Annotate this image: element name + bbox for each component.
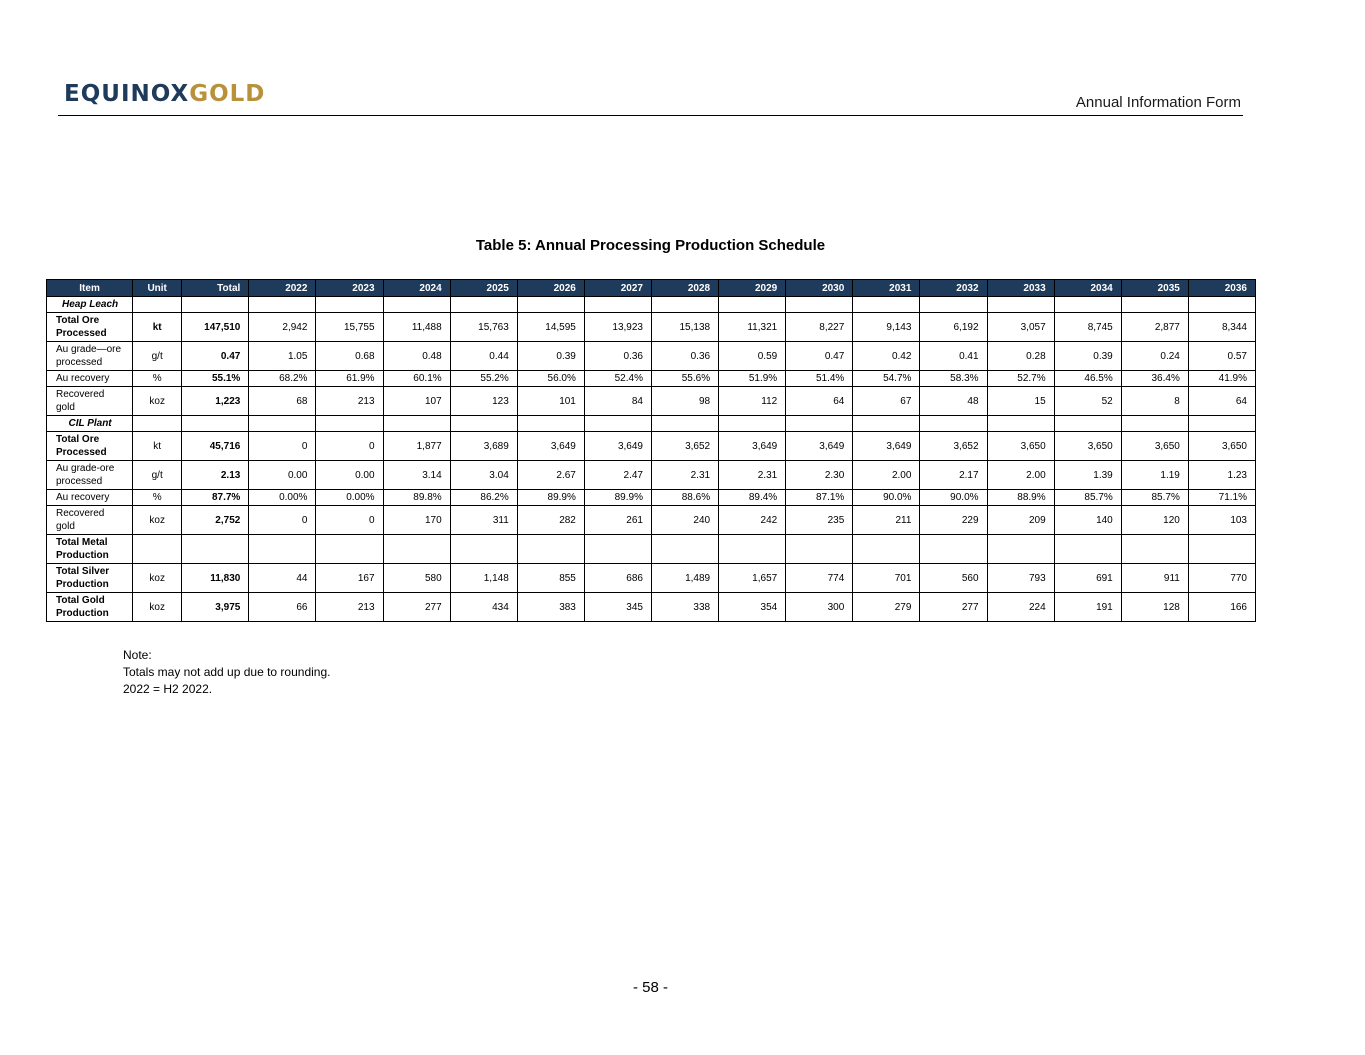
empty-cell bbox=[786, 297, 853, 313]
year-value-cell: 3,650 bbox=[1188, 432, 1255, 461]
note-line: 2022 = H2 2022. bbox=[123, 682, 213, 696]
year-value-cell bbox=[316, 535, 383, 564]
year-value-cell: 383 bbox=[517, 593, 584, 622]
table-row bbox=[47, 564, 1256, 593]
empty-cell bbox=[450, 416, 517, 432]
year-value-cell: 311 bbox=[450, 506, 517, 535]
year-value-cell bbox=[1121, 535, 1188, 564]
year-value-cell: 0.00% bbox=[249, 490, 316, 506]
year-value-cell: 87.1% bbox=[786, 490, 853, 506]
empty-cell bbox=[920, 297, 987, 313]
year-value-cell: 0.39 bbox=[1054, 342, 1121, 371]
year-value-cell: 2.00 bbox=[853, 461, 920, 490]
row-item-label: Au grade—ore processed bbox=[47, 342, 133, 371]
column-header: 2026 bbox=[517, 280, 584, 297]
year-value-cell: 2,942 bbox=[249, 313, 316, 342]
row-total: 2.13 bbox=[182, 461, 249, 490]
empty-cell bbox=[249, 416, 316, 432]
year-value-cell: 1,489 bbox=[651, 564, 718, 593]
table-row bbox=[47, 432, 1256, 461]
year-value-cell bbox=[517, 535, 584, 564]
row-total: 87.7% bbox=[182, 490, 249, 506]
table-row bbox=[47, 313, 1256, 342]
year-value-cell bbox=[786, 535, 853, 564]
year-value-cell bbox=[249, 535, 316, 564]
table-notes bbox=[123, 647, 330, 698]
year-value-cell bbox=[383, 535, 450, 564]
year-value-cell: 686 bbox=[584, 564, 651, 593]
year-value-cell: 3,689 bbox=[450, 432, 517, 461]
empty-cell bbox=[249, 297, 316, 313]
empty-cell bbox=[786, 416, 853, 432]
year-value-cell: 3,650 bbox=[987, 432, 1054, 461]
row-unit: koz bbox=[133, 564, 182, 593]
year-value-cell: 0.59 bbox=[719, 342, 786, 371]
column-header: Item bbox=[47, 280, 133, 297]
year-value-cell: 1.39 bbox=[1054, 461, 1121, 490]
empty-cell bbox=[383, 297, 450, 313]
section-row bbox=[47, 297, 1256, 313]
column-header: 2025 bbox=[450, 280, 517, 297]
empty-cell bbox=[719, 416, 786, 432]
year-value-cell: 300 bbox=[786, 593, 853, 622]
year-value-cell: 0.00% bbox=[316, 490, 383, 506]
year-value-cell: 71.1% bbox=[1188, 490, 1255, 506]
empty-cell bbox=[1121, 297, 1188, 313]
empty-cell bbox=[383, 416, 450, 432]
row-unit: % bbox=[133, 490, 182, 506]
year-value-cell: 66 bbox=[249, 593, 316, 622]
row-total: 45,716 bbox=[182, 432, 249, 461]
year-value-cell: 51.9% bbox=[719, 371, 786, 387]
year-value-cell: 89.9% bbox=[584, 490, 651, 506]
empty-cell bbox=[1054, 297, 1121, 313]
year-value-cell: 0 bbox=[316, 432, 383, 461]
table-row bbox=[47, 490, 1256, 506]
year-value-cell: 167 bbox=[316, 564, 383, 593]
year-value-cell: 68.2% bbox=[249, 371, 316, 387]
empty-cell bbox=[651, 416, 718, 432]
row-total: 1,223 bbox=[182, 387, 249, 416]
empty-cell bbox=[517, 297, 584, 313]
note-line: Totals may not add up due to rounding. bbox=[123, 665, 331, 679]
year-value-cell: 112 bbox=[719, 387, 786, 416]
year-value-cell: 55.6% bbox=[651, 371, 718, 387]
year-value-cell: 0.00 bbox=[316, 461, 383, 490]
year-value-cell: 229 bbox=[920, 506, 987, 535]
year-value-cell: 1,657 bbox=[719, 564, 786, 593]
year-value-cell: 60.1% bbox=[383, 371, 450, 387]
year-value-cell: 0.28 bbox=[987, 342, 1054, 371]
year-value-cell: 1.19 bbox=[1121, 461, 1188, 490]
logo-part-a: EQUINOX bbox=[64, 81, 190, 107]
year-value-cell: 6,192 bbox=[920, 313, 987, 342]
empty-cell bbox=[1188, 297, 1255, 313]
table-row bbox=[47, 535, 1256, 564]
year-value-cell: 3,649 bbox=[853, 432, 920, 461]
empty-cell bbox=[1188, 416, 1255, 432]
year-value-cell: 0 bbox=[249, 432, 316, 461]
empty-cell bbox=[133, 416, 182, 432]
column-header: 2035 bbox=[1121, 280, 1188, 297]
year-value-cell: 15,763 bbox=[450, 313, 517, 342]
year-value-cell: 52 bbox=[1054, 387, 1121, 416]
row-item-label: Total Silver Production bbox=[47, 564, 133, 593]
year-value-cell: 89.8% bbox=[383, 490, 450, 506]
year-value-cell: 140 bbox=[1054, 506, 1121, 535]
year-value-cell: 3,652 bbox=[651, 432, 718, 461]
page-number: - 58 - bbox=[632, 979, 668, 996]
column-header: 2024 bbox=[383, 280, 450, 297]
year-value-cell: 0.44 bbox=[450, 342, 517, 371]
year-value-cell: 9,143 bbox=[853, 313, 920, 342]
year-value-cell: 2.67 bbox=[517, 461, 584, 490]
company-logo bbox=[64, 80, 265, 108]
row-item-label: Recovered gold bbox=[47, 506, 133, 535]
year-value-cell: 0.24 bbox=[1121, 342, 1188, 371]
row-total: 147,510 bbox=[182, 313, 249, 342]
year-value-cell: 2,877 bbox=[1121, 313, 1188, 342]
year-value-cell: 2.31 bbox=[719, 461, 786, 490]
year-value-cell: 15,138 bbox=[651, 313, 718, 342]
year-value-cell: 52.4% bbox=[584, 371, 651, 387]
year-value-cell bbox=[651, 535, 718, 564]
year-value-cell: 855 bbox=[517, 564, 584, 593]
column-header: 2033 bbox=[987, 280, 1054, 297]
year-value-cell bbox=[1054, 535, 1121, 564]
year-value-cell: 3,649 bbox=[719, 432, 786, 461]
year-value-cell: 15,755 bbox=[316, 313, 383, 342]
year-value-cell: 85.7% bbox=[1121, 490, 1188, 506]
year-value-cell: 279 bbox=[853, 593, 920, 622]
year-value-cell: 3,649 bbox=[517, 432, 584, 461]
row-item-label: Au recovery bbox=[47, 490, 133, 506]
row-total: 55.1% bbox=[182, 371, 249, 387]
year-value-cell bbox=[450, 535, 517, 564]
row-unit: g/t bbox=[133, 461, 182, 490]
row-item-label: Total Ore Processed bbox=[47, 313, 133, 342]
empty-cell bbox=[853, 297, 920, 313]
year-value-cell: 8,227 bbox=[786, 313, 853, 342]
column-header: 2027 bbox=[584, 280, 651, 297]
year-value-cell: 13,923 bbox=[584, 313, 651, 342]
year-value-cell: 88.6% bbox=[651, 490, 718, 506]
column-header: 2023 bbox=[316, 280, 383, 297]
year-value-cell: 58.3% bbox=[920, 371, 987, 387]
year-value-cell: 261 bbox=[584, 506, 651, 535]
row-total bbox=[182, 535, 249, 564]
table-row bbox=[47, 593, 1256, 622]
year-value-cell: 11,488 bbox=[383, 313, 450, 342]
year-value-cell: 8,344 bbox=[1188, 313, 1255, 342]
year-value-cell: 68 bbox=[249, 387, 316, 416]
table-row bbox=[47, 342, 1256, 371]
year-value-cell: 1,148 bbox=[450, 564, 517, 593]
year-value-cell: 793 bbox=[987, 564, 1054, 593]
note-heading: Note: bbox=[123, 648, 152, 662]
table-body bbox=[47, 297, 1256, 622]
empty-cell bbox=[584, 297, 651, 313]
year-value-cell: 90.0% bbox=[853, 490, 920, 506]
year-value-cell: 84 bbox=[584, 387, 651, 416]
document-title: Annual Information Form bbox=[1075, 94, 1241, 111]
empty-cell bbox=[450, 297, 517, 313]
row-unit: koz bbox=[133, 506, 182, 535]
column-header: 2034 bbox=[1054, 280, 1121, 297]
row-unit bbox=[133, 535, 182, 564]
year-value-cell: 89.4% bbox=[719, 490, 786, 506]
year-value-cell: 213 bbox=[316, 387, 383, 416]
year-value-cell: 0.47 bbox=[786, 342, 853, 371]
year-value-cell bbox=[987, 535, 1054, 564]
year-value-cell: 0 bbox=[249, 506, 316, 535]
year-value-cell bbox=[920, 535, 987, 564]
year-value-cell: 354 bbox=[719, 593, 786, 622]
table-title: Table 5: Annual Processing Production Schedule bbox=[475, 237, 826, 254]
year-value-cell: 41.9% bbox=[1188, 371, 1255, 387]
row-unit: koz bbox=[133, 593, 182, 622]
year-value-cell: 0.57 bbox=[1188, 342, 1255, 371]
year-value-cell: 55.2% bbox=[450, 371, 517, 387]
header-divider bbox=[58, 115, 1243, 116]
year-value-cell: 282 bbox=[517, 506, 584, 535]
year-value-cell: 51.4% bbox=[786, 371, 853, 387]
year-value-cell: 128 bbox=[1121, 593, 1188, 622]
year-value-cell: 1,877 bbox=[383, 432, 450, 461]
year-value-cell: 345 bbox=[584, 593, 651, 622]
year-value-cell: 0.36 bbox=[651, 342, 718, 371]
year-value-cell: 2.00 bbox=[987, 461, 1054, 490]
row-item-label: Recovered gold bbox=[47, 387, 133, 416]
year-value-cell: 86.2% bbox=[450, 490, 517, 506]
year-value-cell: 85.7% bbox=[1054, 490, 1121, 506]
column-header: 2032 bbox=[920, 280, 987, 297]
year-value-cell: 107 bbox=[383, 387, 450, 416]
row-total: 0.47 bbox=[182, 342, 249, 371]
year-value-cell: 14,595 bbox=[517, 313, 584, 342]
column-header: 2030 bbox=[786, 280, 853, 297]
year-value-cell: 3,650 bbox=[1121, 432, 1188, 461]
column-header: 2029 bbox=[719, 280, 786, 297]
column-header: Unit bbox=[133, 280, 182, 297]
row-unit: kt bbox=[133, 313, 182, 342]
year-value-cell bbox=[1188, 535, 1255, 564]
empty-cell bbox=[987, 416, 1054, 432]
year-value-cell: 36.4% bbox=[1121, 371, 1188, 387]
row-item-label: Au grade-ore processed bbox=[47, 461, 133, 490]
year-value-cell: 3,652 bbox=[920, 432, 987, 461]
section-label: Heap Leach bbox=[47, 297, 133, 313]
year-value-cell: 90.0% bbox=[920, 490, 987, 506]
table-row bbox=[47, 461, 1256, 490]
year-value-cell: 0.36 bbox=[584, 342, 651, 371]
row-item-label: Total Gold Production bbox=[47, 593, 133, 622]
year-value-cell: 235 bbox=[786, 506, 853, 535]
table-row bbox=[47, 506, 1256, 535]
year-value-cell: 191 bbox=[1054, 593, 1121, 622]
year-value-cell: 0.48 bbox=[383, 342, 450, 371]
year-value-cell: 3.14 bbox=[383, 461, 450, 490]
year-value-cell: 211 bbox=[853, 506, 920, 535]
year-value-cell: 0.39 bbox=[517, 342, 584, 371]
year-value-cell: 64 bbox=[1188, 387, 1255, 416]
section-row bbox=[47, 416, 1256, 432]
year-value-cell: 67 bbox=[853, 387, 920, 416]
year-value-cell: 213 bbox=[316, 593, 383, 622]
year-value-cell: 3.04 bbox=[450, 461, 517, 490]
year-value-cell: 1.05 bbox=[249, 342, 316, 371]
year-value-cell: 120 bbox=[1121, 506, 1188, 535]
year-value-cell: 2.17 bbox=[920, 461, 987, 490]
empty-cell bbox=[719, 297, 786, 313]
year-value-cell: 15 bbox=[987, 387, 1054, 416]
year-value-cell: 56.0% bbox=[517, 371, 584, 387]
empty-cell bbox=[1121, 416, 1188, 432]
row-unit: koz bbox=[133, 387, 182, 416]
table-header-row bbox=[47, 280, 1256, 297]
year-value-cell bbox=[584, 535, 651, 564]
year-value-cell: 338 bbox=[651, 593, 718, 622]
table-row bbox=[47, 387, 1256, 416]
section-label: CIL Plant bbox=[47, 416, 133, 432]
year-value-cell: 580 bbox=[383, 564, 450, 593]
column-header: 2022 bbox=[249, 280, 316, 297]
year-value-cell: 2.30 bbox=[786, 461, 853, 490]
year-value-cell: 46.5% bbox=[1054, 371, 1121, 387]
year-value-cell: 691 bbox=[1054, 564, 1121, 593]
year-value-cell: 88.9% bbox=[987, 490, 1054, 506]
column-header: 2028 bbox=[651, 280, 718, 297]
year-value-cell: 277 bbox=[383, 593, 450, 622]
year-value-cell: 48 bbox=[920, 387, 987, 416]
year-value-cell bbox=[853, 535, 920, 564]
year-value-cell: 123 bbox=[450, 387, 517, 416]
row-total: 3,975 bbox=[182, 593, 249, 622]
column-header: 2036 bbox=[1188, 280, 1255, 297]
year-value-cell: 911 bbox=[1121, 564, 1188, 593]
year-value-cell: 0.42 bbox=[853, 342, 920, 371]
row-unit: kt bbox=[133, 432, 182, 461]
year-value-cell: 0.00 bbox=[249, 461, 316, 490]
year-value-cell: 61.9% bbox=[316, 371, 383, 387]
year-value-cell: 0.41 bbox=[920, 342, 987, 371]
empty-cell bbox=[316, 297, 383, 313]
year-value-cell: 64 bbox=[786, 387, 853, 416]
year-value-cell: 170 bbox=[383, 506, 450, 535]
column-header: Total bbox=[182, 280, 249, 297]
year-value-cell: 0 bbox=[316, 506, 383, 535]
row-unit: g/t bbox=[133, 342, 182, 371]
empty-cell bbox=[987, 297, 1054, 313]
empty-cell bbox=[920, 416, 987, 432]
empty-cell bbox=[182, 297, 249, 313]
year-value-cell: 770 bbox=[1188, 564, 1255, 593]
empty-cell bbox=[651, 297, 718, 313]
row-total: 2,752 bbox=[182, 506, 249, 535]
year-value-cell bbox=[719, 535, 786, 564]
empty-cell bbox=[584, 416, 651, 432]
year-value-cell: 3,649 bbox=[584, 432, 651, 461]
empty-cell bbox=[182, 416, 249, 432]
year-value-cell: 103 bbox=[1188, 506, 1255, 535]
year-value-cell: 1.23 bbox=[1188, 461, 1255, 490]
row-item-label: Au recovery bbox=[47, 371, 133, 387]
year-value-cell: 434 bbox=[450, 593, 517, 622]
year-value-cell: 166 bbox=[1188, 593, 1255, 622]
row-total: 11,830 bbox=[182, 564, 249, 593]
year-value-cell: 3,649 bbox=[786, 432, 853, 461]
empty-cell bbox=[1054, 416, 1121, 432]
empty-cell bbox=[133, 297, 182, 313]
year-value-cell: 8,745 bbox=[1054, 313, 1121, 342]
year-value-cell: 240 bbox=[651, 506, 718, 535]
year-value-cell: 242 bbox=[719, 506, 786, 535]
year-value-cell: 560 bbox=[920, 564, 987, 593]
column-header: 2031 bbox=[853, 280, 920, 297]
year-value-cell: 3,057 bbox=[987, 313, 1054, 342]
year-value-cell: 774 bbox=[786, 564, 853, 593]
empty-cell bbox=[853, 416, 920, 432]
year-value-cell: 101 bbox=[517, 387, 584, 416]
row-unit: % bbox=[133, 371, 182, 387]
production-schedule-table bbox=[46, 279, 1256, 622]
year-value-cell: 11,321 bbox=[719, 313, 786, 342]
year-value-cell: 209 bbox=[987, 506, 1054, 535]
year-value-cell: 52.7% bbox=[987, 371, 1054, 387]
row-item-label: Total Metal Production bbox=[47, 535, 133, 564]
year-value-cell: 224 bbox=[987, 593, 1054, 622]
year-value-cell: 2.47 bbox=[584, 461, 651, 490]
year-value-cell: 0.68 bbox=[316, 342, 383, 371]
year-value-cell: 2.31 bbox=[651, 461, 718, 490]
row-item-label: Total Ore Processed bbox=[47, 432, 133, 461]
year-value-cell: 54.7% bbox=[853, 371, 920, 387]
logo-part-b: GOLD bbox=[189, 81, 266, 107]
year-value-cell: 277 bbox=[920, 593, 987, 622]
year-value-cell: 8 bbox=[1121, 387, 1188, 416]
year-value-cell: 701 bbox=[853, 564, 920, 593]
empty-cell bbox=[316, 416, 383, 432]
year-value-cell: 3,650 bbox=[1054, 432, 1121, 461]
table-row bbox=[47, 371, 1256, 387]
empty-cell bbox=[517, 416, 584, 432]
year-value-cell: 89.9% bbox=[517, 490, 584, 506]
year-value-cell: 98 bbox=[651, 387, 718, 416]
year-value-cell: 44 bbox=[249, 564, 316, 593]
